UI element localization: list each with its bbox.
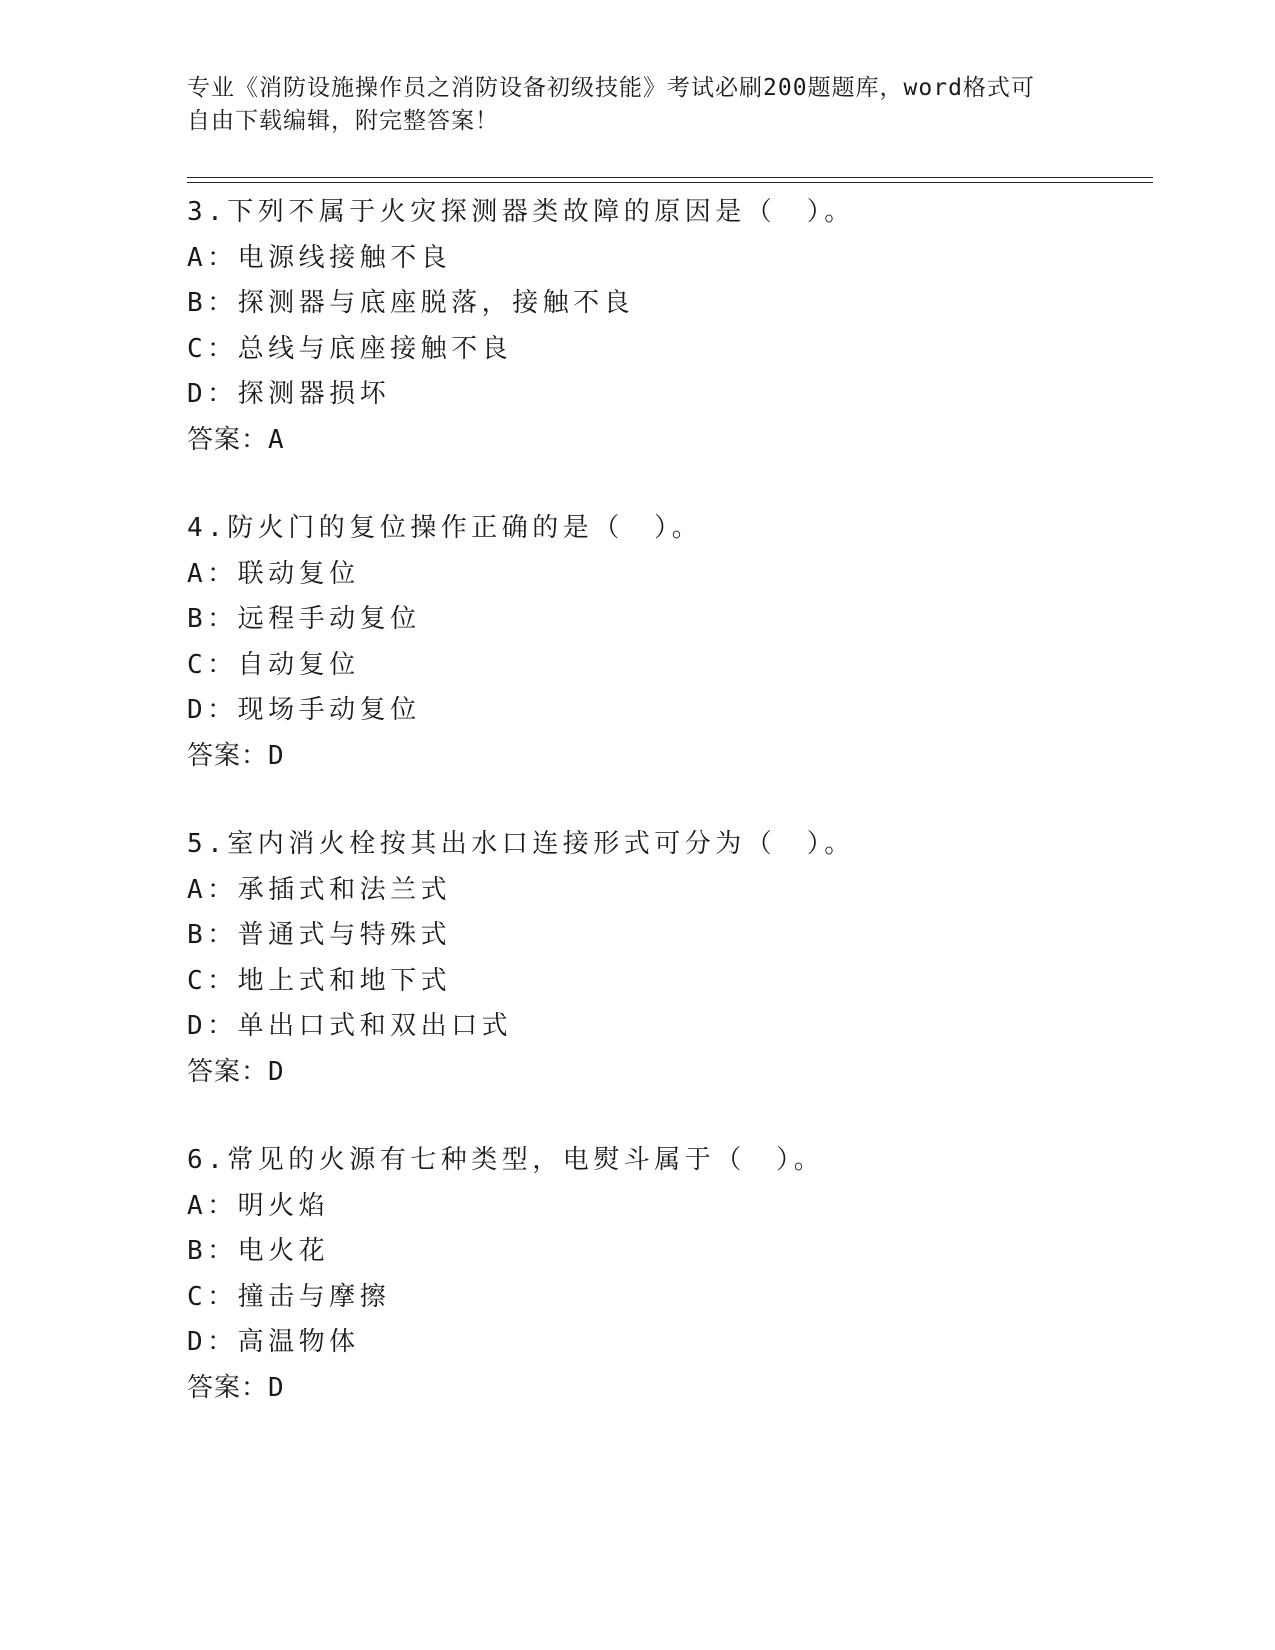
question-stem: 5.室内消火栓按其出水口连接形式可分为（ ）。 [187,829,855,859]
option-b: B：探测器与底座脱落，接触不良 [187,288,635,318]
question-stem: 4.防火门的复位操作正确的是（ ）。 [187,513,703,543]
option-b: B：远程手动复位 [187,604,421,634]
option-b: B：电火花 [187,1236,330,1266]
option-c: C：撞击与摩擦 [187,1281,391,1312]
option-c: C：自动复位 [187,649,360,680]
option-a: A：承插式和法兰式 [187,874,452,905]
question-item [187,822,1147,1095]
header-line-2: 自由下载编辑，附完整答案！ [187,108,499,134]
answer-line: 答案：D [187,740,285,771]
option-c: C：地上式和地下式 [187,965,452,996]
answer-line: 答案：D [187,1056,285,1087]
header-divider-top [187,177,1153,178]
header-divider-bottom [187,182,1153,183]
option-b: B：普通式与特殊式 [187,920,452,950]
document-header [187,72,1067,138]
option-d: D：探测器损坏 [187,379,391,409]
header-line-1: 专业《消防设施操作员之消防设备初级技能》考试必刷200题题库，word格式可 [187,75,1035,101]
question-item [187,506,1147,779]
question-list [187,190,1147,1454]
question-stem: 6.常见的火源有七种类型，电熨斗属于（ ）。 [187,1145,825,1175]
option-a: A：联动复位 [187,558,360,589]
option-d: D：单出口式和双出口式 [187,1011,513,1041]
option-a: A：明火焰 [187,1190,330,1221]
answer-line: 答案：D [187,1372,285,1403]
question-item [187,1138,1147,1411]
question-item [187,190,1147,463]
option-a: A：电源线接触不良 [187,242,452,273]
option-d: D：高温物体 [187,1327,360,1357]
option-d: D：现场手动复位 [187,695,421,725]
question-stem: 3.下列不属于火灾探测器类故障的原因是（ ）。 [187,197,855,227]
answer-line: 答案：A [187,424,285,455]
option-c: C：总线与底座接触不良 [187,333,513,364]
